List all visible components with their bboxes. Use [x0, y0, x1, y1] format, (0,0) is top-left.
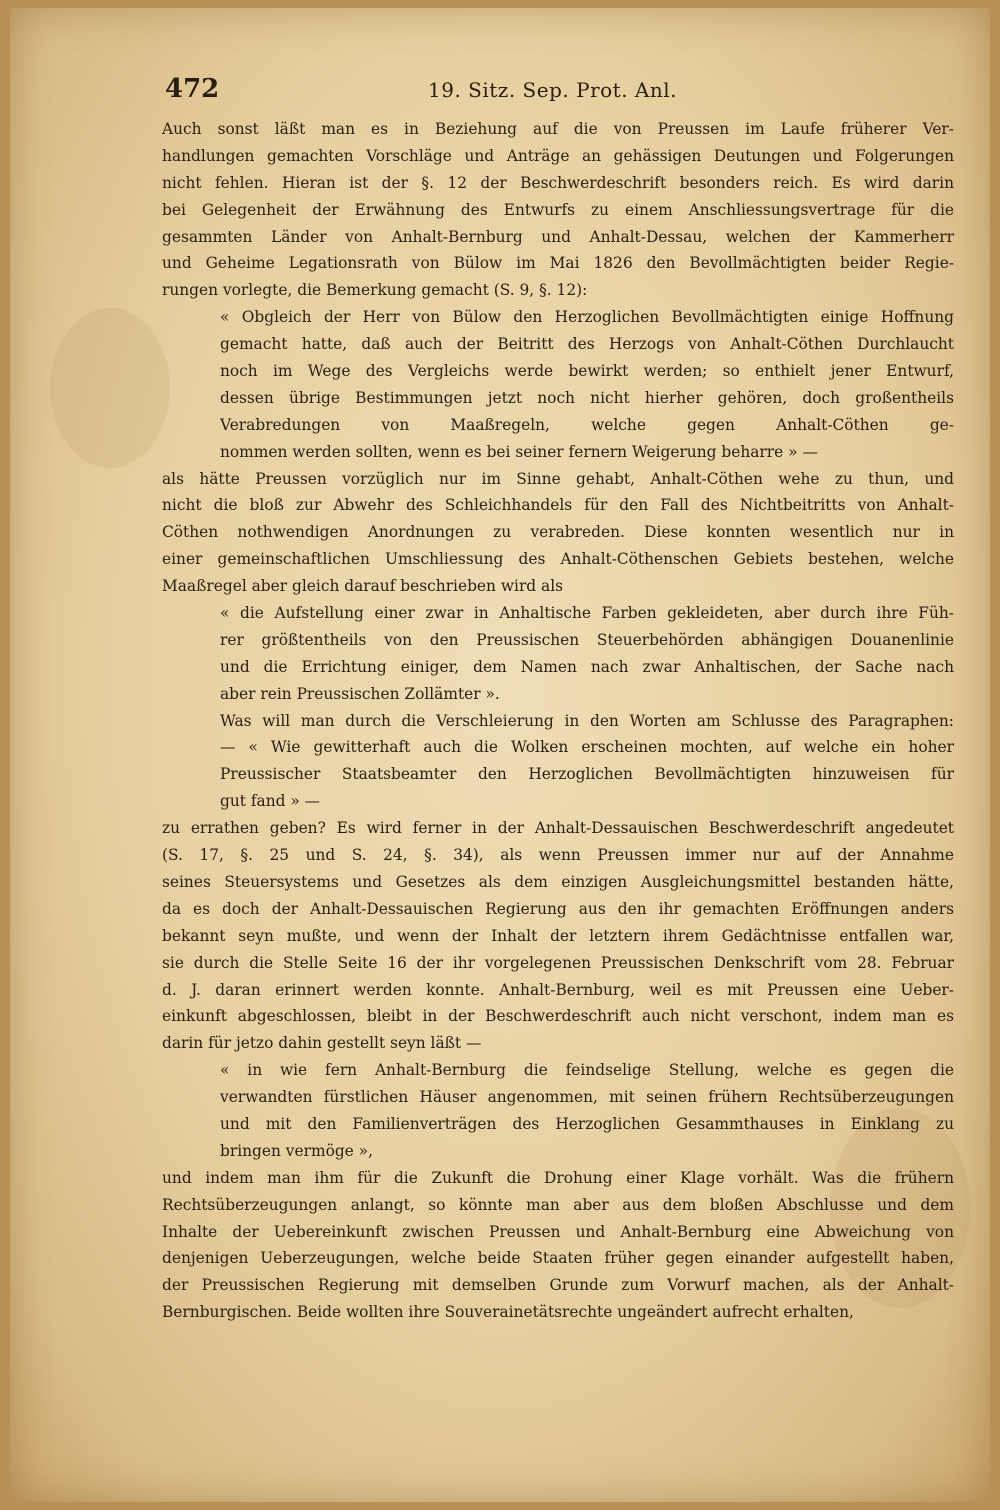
- text-line: zu errathen geben? Es wird ferner in der Anhalt-Dessauischen Beschwerdeschrift angedeutet: [162, 819, 954, 838]
- text-line: rungen vorlegte, die Bemerkung gemacht (S. 9, §. 12):: [162, 281, 588, 300]
- quote-paragraph: [220, 600, 954, 708]
- text-line: verwandten fürstlichen Häuser angenommen, mit seinen frühern Rechtsüberzeugungen: [220, 1088, 954, 1107]
- paragraph: [162, 466, 954, 600]
- book-page: [10, 8, 990, 1502]
- text-line: und mit den Familienverträgen des Herzoglichen Gesammthauses in Einklang zu: [220, 1114, 954, 1133]
- text-line: darin für jetzo dahin gestellt seyn läßt —: [162, 1034, 482, 1053]
- running-head: 19. Sitz. Sep. Prot. Anl.: [428, 78, 677, 102]
- text-line: « in wie fern Anhalt-Bernburg die feindselige Stellung, welche es gegen die: [220, 1061, 954, 1080]
- text-line: da es doch der Anhalt-Dessauischen Regierung aus den ihr gemachten Eröffnungen anders: [162, 899, 954, 918]
- page-number: 472: [165, 74, 220, 104]
- text-line: d. J. daran erinnert werden konnte. Anhalt-Bernburg, weil es mit Preussen eine Ueber-: [162, 980, 954, 999]
- text-line: Inhalte der Uebereinkunft zwischen Preussen und Anhalt-Bernburg eine Abweichung von: [162, 1222, 954, 1241]
- text-line: und indem man ihm für die Zukunft die Drohung einer Klage vorhält. Was die frühern: [162, 1168, 954, 1187]
- paragraph: [162, 1165, 954, 1326]
- text-line: der Preussischen Regierung mit demselben Grunde zum Vorwurf machen, als der Anhalt-: [162, 1276, 954, 1295]
- text-line: seines Steuersystems und Gesetzes als dem einzigen Ausgleichungsmittel bestanden hätte,: [162, 872, 954, 891]
- text-line: gesammten Länder von Anhalt-Bernburg und Anhalt-Dessau, welchen der Kammerherr: [162, 227, 954, 246]
- text-line: handlungen gemachten Vorschläge und Anträge an gehässigen Deutungen und Folgerungen: [162, 146, 954, 165]
- text-line: nicht fehlen. Hieran ist der §. 12 der Beschwerdeschrift besonders reich. Es wird darin: [162, 173, 954, 192]
- text-line: noch im Wege des Vergleichs werde bewirkt werden; so enthielt jener Entwurf,: [220, 362, 954, 381]
- text-line: (S. 17, §. 25 und S. 24, §. 34), als wenn Preussen immer nur auf der Annahme: [162, 846, 954, 865]
- text-line: gemacht hatte, daß auch der Beitritt des Herzogs von Anhalt-Cöthen Durchlaucht: [220, 335, 954, 354]
- quote-paragraph: [220, 304, 954, 465]
- body-text: [162, 116, 954, 1326]
- quote-paragraph: [220, 708, 954, 816]
- text-line: Cöthen nothwendigen Anordnungen zu verabreden. Diese konnten wesentlich nur in: [162, 523, 954, 542]
- text-line: Bernburgischen. Beide wollten ihre Souverainetätsrechte ungeändert aufrecht erhalten,: [162, 1303, 854, 1322]
- text-line: nicht die bloß zur Abwehr des Schleichhandels für den Fall des Nichtbeitritts von Anhalt-: [162, 496, 954, 515]
- text-line: nommen werden sollten, wenn es bei seiner fernern Weigerung beharre » —: [220, 442, 818, 461]
- text-line: Verabredungen von Maaßregeln, welche gegen Anhalt-Cöthen ge-: [220, 415, 954, 434]
- page-header: [10, 70, 990, 110]
- text-line: als hätte Preussen vorzüglich nur im Sinne gehabt, Anhalt-Cöthen wehe zu thun, und: [162, 469, 954, 488]
- text-line: sie durch die Stelle Seite 16 der ihr vorgelegenen Preussischen Denkschrift vom 28. Februar: [162, 953, 954, 972]
- text-line: einkunft abgeschlossen, bleibt in der Beschwerdeschrift auch nicht verschont, indem man es: [162, 1007, 954, 1026]
- text-line: denjenigen Ueberzeugungen, welche beide Staaten früher gegen einander aufgestellt haben,: [162, 1249, 954, 1268]
- text-line: Rechtsüberzeugungen anlangt, so könnte man aber aus dem bloßen Abschlusse und dem: [162, 1195, 954, 1214]
- text-line: Auch sonst läßt man es in Beziehung auf die von Preussen im Laufe früherer Ver-: [162, 120, 954, 138]
- text-line: — « Wie gewitterhaft auch die Wolken erscheinen mochten, auf welche ein hoher: [220, 738, 954, 757]
- text-line: rer größtentheils von den Preussischen Steuerbehörden abhängigen Douanenlinie: [220, 630, 954, 649]
- text-line: dessen übrige Bestimmungen jetzt noch nicht hierher gehören, doch großentheils: [220, 388, 954, 407]
- paragraph: [162, 116, 954, 304]
- text-line: und die Errichtung einiger, dem Namen nach zwar Anhaltischen, der Sache nach: [220, 657, 954, 676]
- paper-stain: [50, 308, 170, 468]
- quote-paragraph: [220, 1057, 954, 1165]
- text-line: « Obgleich der Herr von Bülow den Herzoglichen Bevollmächtigten einige Hoffnung: [220, 308, 954, 327]
- text-line: « die Aufstellung einer zwar in Anhaltische Farben gekleideten, aber durch ihre Füh-: [220, 604, 954, 623]
- text-line: Preussischer Staatsbeamter den Herzoglichen Bevollmächtigten hinzuweisen für: [220, 765, 954, 784]
- text-line: gut fand » —: [220, 792, 321, 811]
- text-line: einer gemeinschaftlichen Umschliessung des Anhalt-Cöthenschen Gebiets bestehen, welche: [162, 550, 954, 569]
- text-line: und Geheime Legationsrath von Bülow im Mai 1826 den Bevollmächtigten beider Regie-: [162, 254, 954, 273]
- text-line: aber rein Preussischen Zollämter ».: [220, 684, 500, 703]
- paragraph: [162, 815, 954, 1057]
- text-line: bekannt seyn mußte, und wenn der Inhalt der letztern ihrem Gedächtnisse entfallen war,: [162, 926, 954, 945]
- text-line: bei Gelegenheit der Erwähnung des Entwurfs zu einem Anschliessungsvertrage für die: [162, 200, 954, 219]
- text-line: Was will man durch die Verschleierung in den Worten am Schlusse des Paragraphen:: [220, 711, 954, 730]
- text-line: Maaßregel aber gleich darauf beschrieben wird als: [162, 577, 564, 596]
- text-line: bringen vermöge »,: [220, 1141, 373, 1160]
